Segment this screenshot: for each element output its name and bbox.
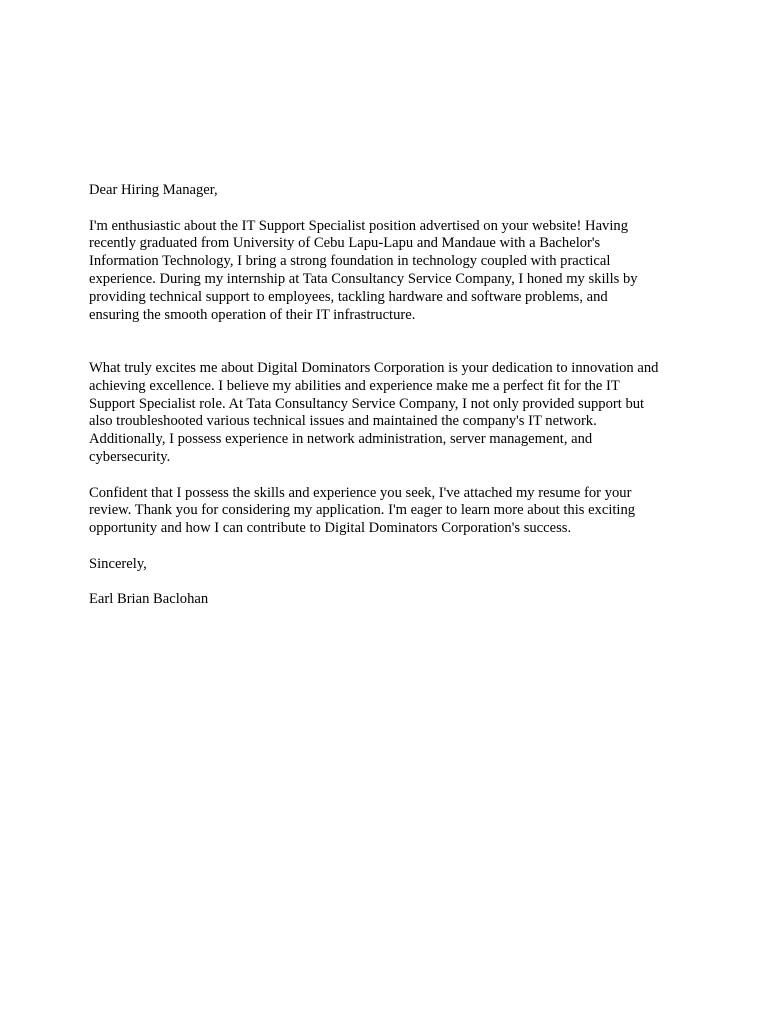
closing: Sincerely, [89, 555, 147, 572]
cover-letter [89, 182, 689, 609]
body-paragraph-1: I'm enthusiastic about the IT Support Specialist position advertised on your website! Having recently graduated from University of Cebu Lapu-Lapu and Mandaue with a Bachelor's Information Technology, I bring a strong foundation in technology coupled with practical experience. During my internship at Tata Consultancy Service Company, I honed my skills by providing technical support to employees, tackling hardware and software problems, and ensuring the smooth operation of their IT infrastructure. [89, 217, 638, 323]
signature-name: Earl Brian Baclohan [89, 591, 209, 608]
body-paragraph-3: Confident that I possess the skills and experience you seek, I've attached my resume for your review. Thank you for considering my application. I'm eager to learn more about this exciting opportunity and how I can contribute to Digital Dominators Corporation's success. [89, 484, 636, 537]
salutation: Dear Hiring Manager, [89, 182, 218, 198]
body-paragraph-2: What truly excites me about Digital Dominators Corporation is your dedication to innovation and achieving excellence. I believe my abilities and experience make me a perfect fit for the IT Support Specialist role. At Tata Consultancy Service Company, I not only provided support but also troubleshooted various technical issues and maintained the company's IT network. Additionally, I possess experience in network administration, server management, and cybersecurity. [89, 359, 659, 465]
